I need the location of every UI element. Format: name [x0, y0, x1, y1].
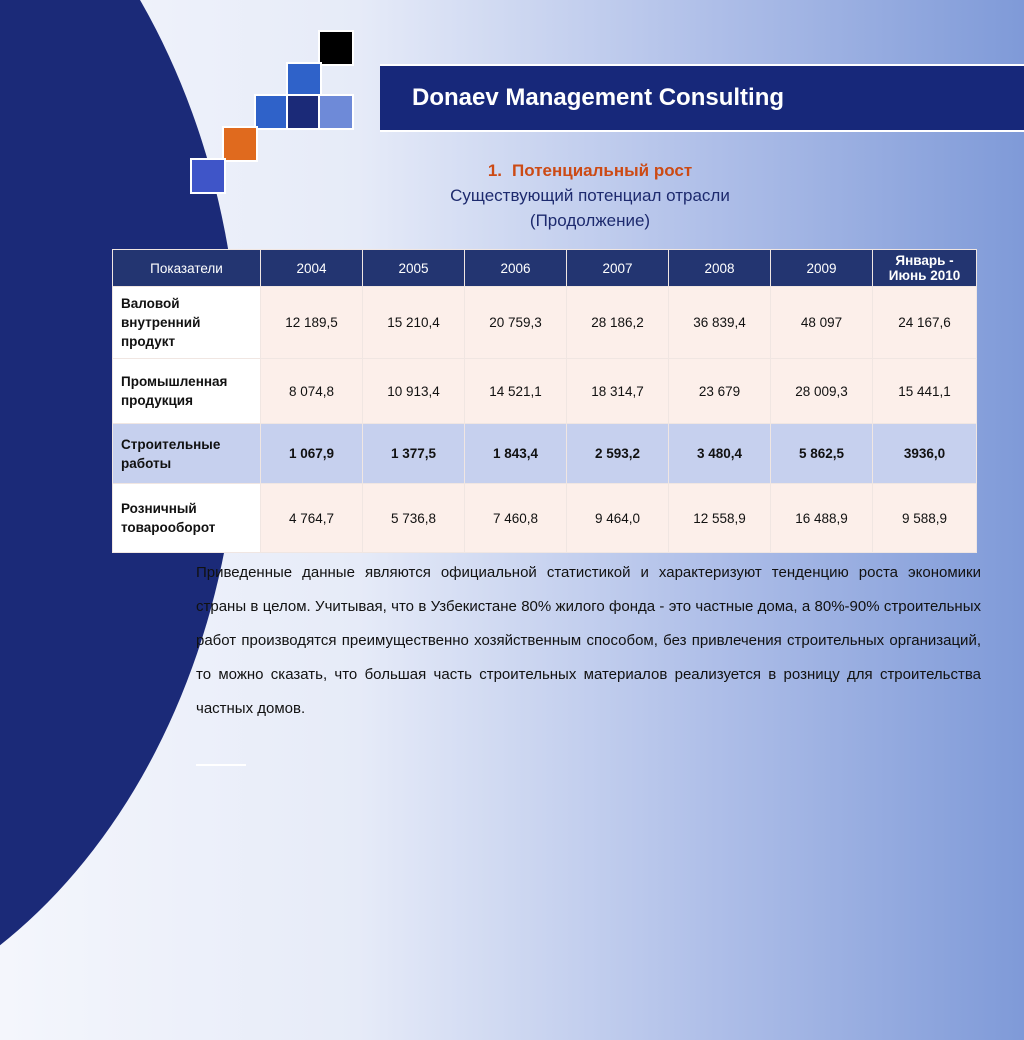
- header-cell: Январь - Июнь 2010: [873, 250, 977, 287]
- table-cell: 20 759,3: [465, 287, 567, 359]
- decorative-square-dark-blue: [286, 94, 322, 130]
- table-cell: 1 843,4: [465, 424, 567, 484]
- statistics-table: [112, 249, 977, 553]
- table-cell: 12 558,9: [669, 484, 771, 553]
- company-name: Donaev Management Consulting: [412, 84, 785, 111]
- table-row: [113, 359, 977, 424]
- decorative-square-black: [318, 30, 354, 66]
- slide-heading: [360, 158, 820, 183]
- table-cell: 16 488,9: [771, 484, 873, 553]
- table-cell: 1 377,5: [363, 424, 465, 484]
- body-paragraph: Приведенные данные являются официальной статистикой и характеризуют тенденцию роста экономики страны в целом. Учитывая, что в Узбекистане 80% жилого фонда - это частные дома, а 80%-90% строительных работ производятся преимущественно хозяйственным способом, без привлечения строительных организаций, то можно сказать, что большая часть строительных материалов реализуется в розницу для строительства частных домов.: [196, 564, 981, 717]
- table-cell: 2 593,2: [567, 424, 669, 484]
- header-cell: 2009: [771, 250, 873, 287]
- table-cell: 9 588,9: [873, 484, 977, 553]
- header-cell: 2005: [363, 250, 465, 287]
- table-cell: 14 521,1: [465, 359, 567, 424]
- table-cell: 12 189,5: [261, 287, 363, 359]
- table-cell: 7 460,8: [465, 484, 567, 553]
- table-header-row: [113, 250, 977, 287]
- table-cell: 15 210,4: [363, 287, 465, 359]
- heading-number: 1.: [487, 161, 503, 180]
- decorative-square-light-blue: [318, 94, 354, 130]
- table-row-highlighted: [113, 424, 977, 484]
- table-cell: 8 074,8: [261, 359, 363, 424]
- slide-title: [360, 158, 820, 233]
- subtitle-continuation: (Продолжение): [529, 211, 651, 230]
- row-label: Промышленная продукция: [113, 359, 261, 424]
- table-cell: 10 913,4: [363, 359, 465, 424]
- table-cell: 18 314,7: [567, 359, 669, 424]
- subtitle-line: Существующий потенциал отрасли: [450, 186, 730, 205]
- header-cell: 2008: [669, 250, 771, 287]
- header-cell: 2007: [567, 250, 669, 287]
- table-cell: 3 480,4: [669, 424, 771, 484]
- decorative-square-orange: [222, 126, 258, 162]
- table-cell: 48 097: [771, 287, 873, 359]
- row-label: Розничный товарооборот: [113, 484, 261, 553]
- decorative-square-mid-blue: [190, 158, 226, 194]
- header-cell: 2006: [465, 250, 567, 287]
- header-cell: Показатели: [113, 250, 261, 287]
- table-cell: 28 186,2: [567, 287, 669, 359]
- table-cell: 23 679: [669, 359, 771, 424]
- table-cell: 36 839,4: [669, 287, 771, 359]
- table-cell: 4 764,7: [261, 484, 363, 553]
- table-cell: 1 067,9: [261, 424, 363, 484]
- table-cell: 15 441,1: [873, 359, 977, 424]
- row-label: Валовой внутренний продукт: [113, 287, 261, 359]
- decorative-square-blue: [286, 62, 322, 98]
- row-label: Строительные работы: [113, 424, 261, 484]
- table-row: [113, 287, 977, 359]
- table-cell: 5 862,5: [771, 424, 873, 484]
- table-cell: 28 009,3: [771, 359, 873, 424]
- table-cell: 24 167,6: [873, 287, 977, 359]
- header-bar: [380, 64, 1024, 132]
- heading-text: Потенциальный рост: [512, 161, 693, 180]
- table-cell: 5 736,8: [363, 484, 465, 553]
- decorative-square-blue: [254, 94, 290, 130]
- header-cell: 2004: [261, 250, 363, 287]
- table-cell: 9 464,0: [567, 484, 669, 553]
- table-row: [113, 484, 977, 553]
- table-cell: 3936,0: [873, 424, 977, 484]
- decorative-underline: [196, 764, 246, 766]
